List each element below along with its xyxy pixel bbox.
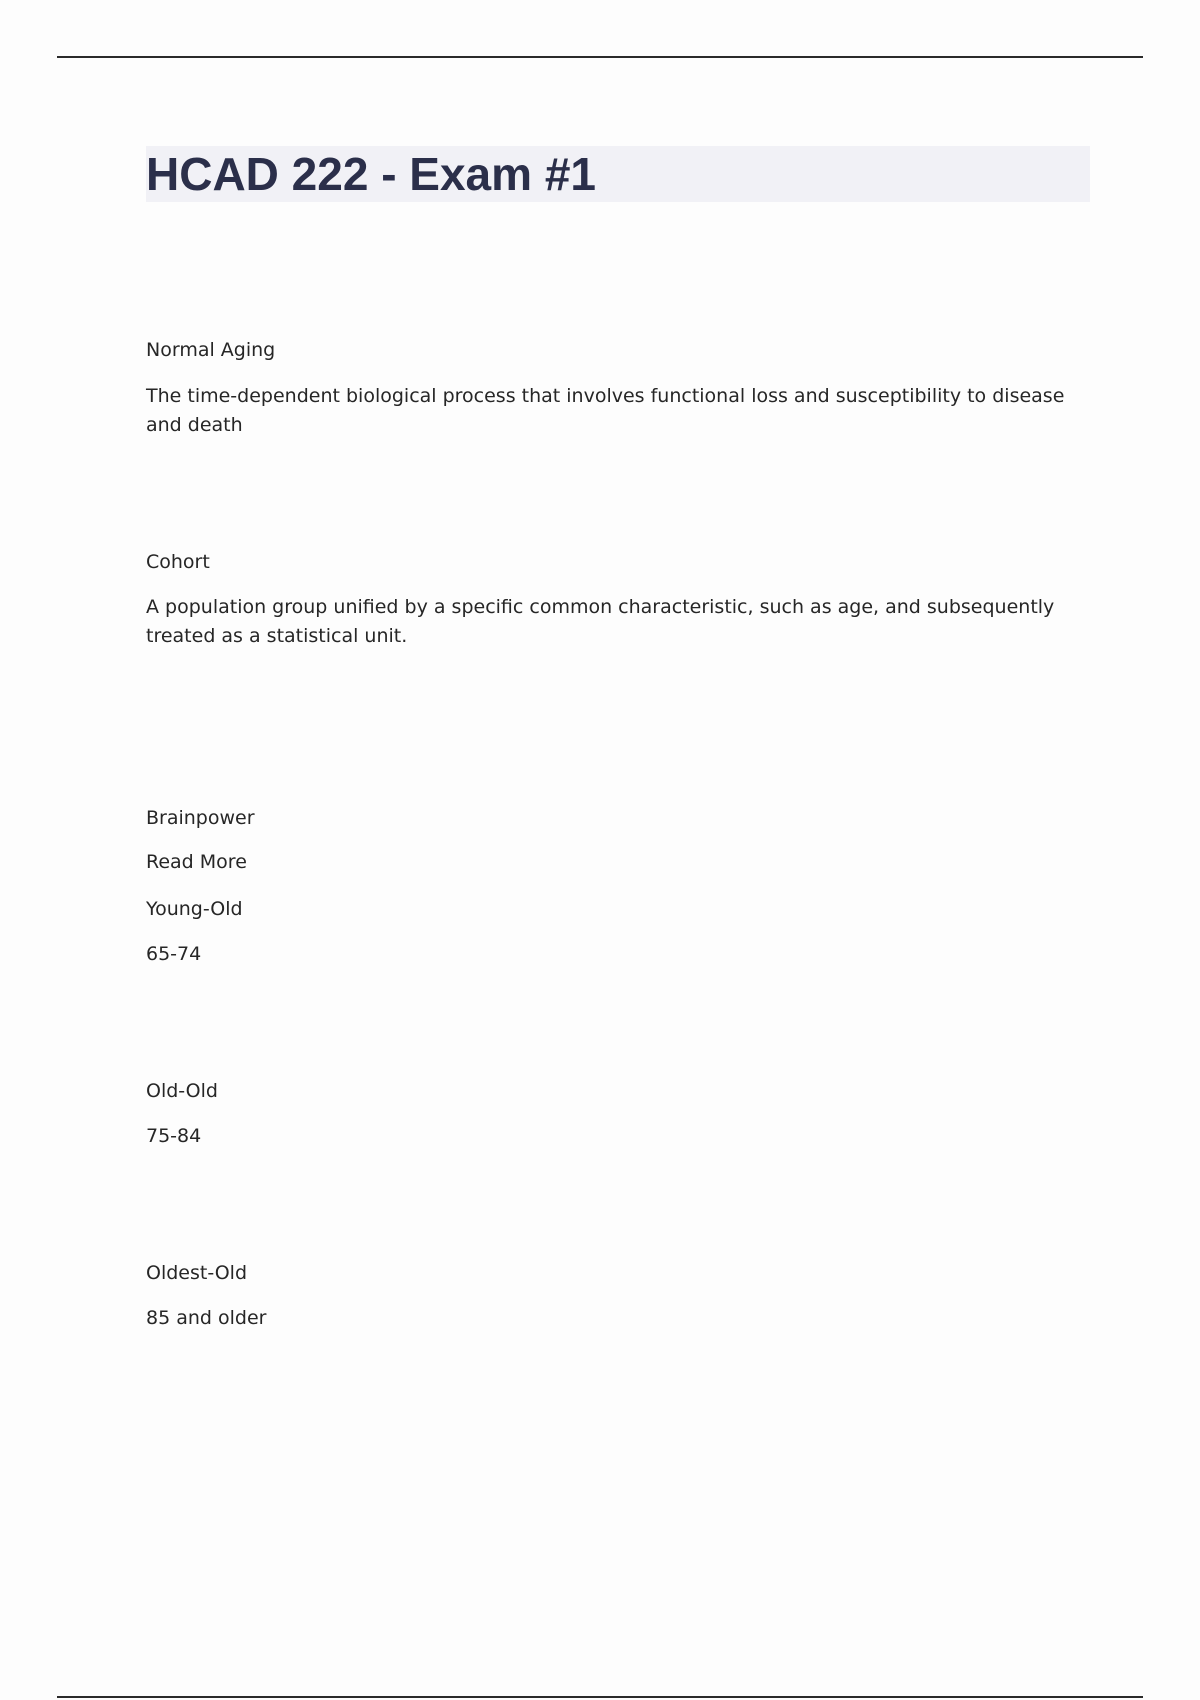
definition-young-old: 65-74 — [146, 943, 202, 965]
term-cohort: Cohort — [146, 551, 210, 573]
header-rule — [57, 56, 1143, 58]
term-oldest-old: Oldest-Old — [146, 1262, 248, 1284]
term-brainpower: Brainpower — [146, 807, 255, 829]
page-title: HCAD 222 - Exam #1 — [146, 148, 596, 200]
term-normal-aging: Normal Aging — [146, 339, 276, 361]
definition-normal-aging: The time-dependent biological process that involves functional loss and susceptibility to disease and death — [146, 385, 1065, 436]
definition-old-old: 75-84 — [146, 1125, 202, 1147]
term-young-old: Young-Old — [146, 898, 243, 920]
definition-cohort: A population group unified by a specific common characteristic, such as age, and subsequently treated as a statistical unit. — [146, 596, 1055, 647]
footer-rule — [57, 1696, 1143, 1698]
definition-oldest-old: 85 and older — [146, 1307, 267, 1329]
term-old-old: Old-Old — [146, 1080, 218, 1102]
read-more-link[interactable]: Read More — [146, 851, 247, 873]
